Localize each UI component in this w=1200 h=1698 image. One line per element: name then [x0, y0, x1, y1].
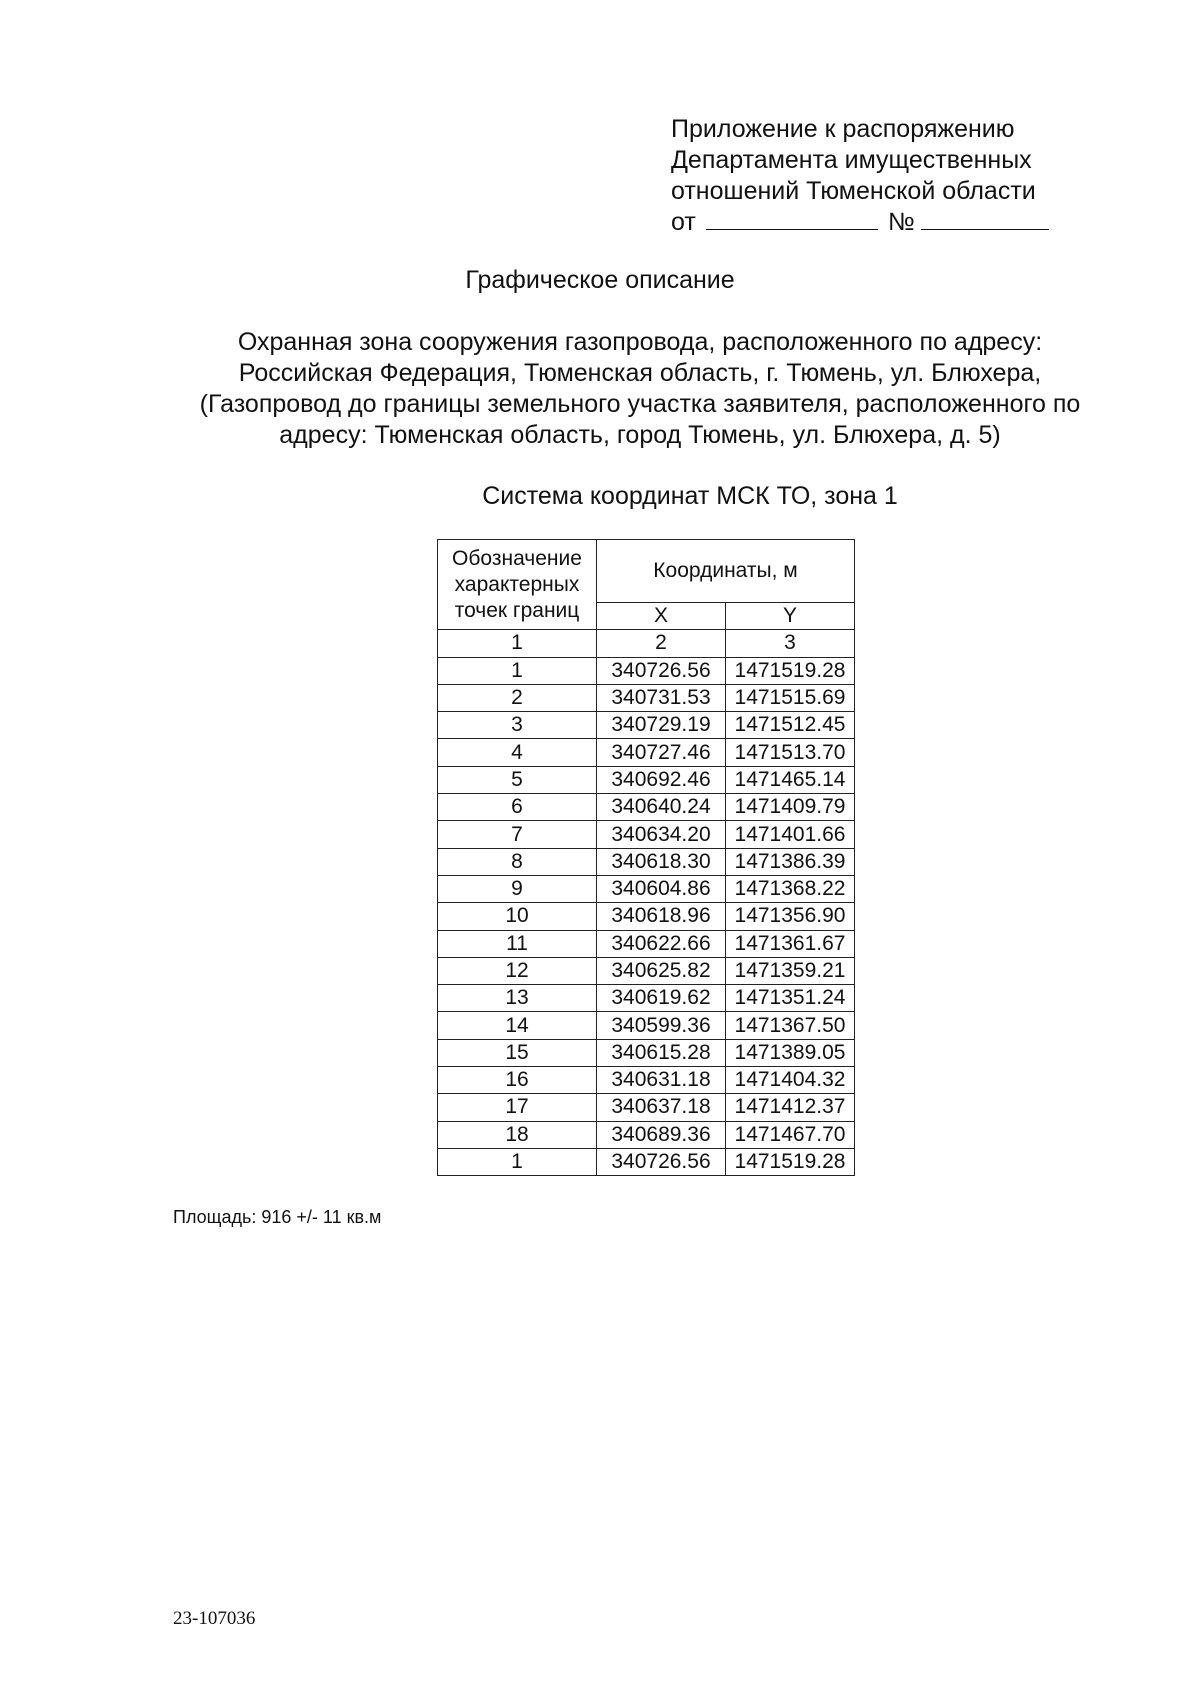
x-coordinate-cell: 340731.53 — [597, 684, 726, 711]
y-coordinate-cell: 1471512.45 — [726, 712, 855, 739]
point-number-cell: 12 — [438, 957, 597, 984]
point-number-cell: 2 — [438, 684, 597, 711]
description-line-3: (Газопровод до границы земельного участка заявителя, расположенного по — [199, 390, 1081, 418]
y-coordinate-cell: 1471409.79 — [726, 794, 855, 821]
y-coordinate-cell: 1471412.37 — [726, 1094, 855, 1121]
appendix-block — [671, 114, 1131, 238]
point-number-cell: 10 — [438, 903, 597, 930]
point-number-cell: 7 — [438, 821, 597, 848]
table-row — [438, 657, 855, 684]
x-coordinate-cell: 340689.36 — [597, 1121, 726, 1148]
x-coordinate-cell: 340625.82 — [597, 957, 726, 984]
y-coordinate-cell: 1471389.05 — [726, 1039, 855, 1066]
description-line-2: Российская Федерация, Тюменская область, г. Тюмень, ул. Блюхера, — [238, 359, 1042, 387]
y-coordinate-cell: 1471467.70 — [726, 1121, 855, 1148]
table-row — [438, 1148, 855, 1175]
table-row — [438, 903, 855, 930]
point-number-cell: 8 — [438, 848, 597, 875]
appendix-line-2: Департамента имущественных — [671, 146, 1032, 174]
y-coordinate-cell: 1471361.67 — [726, 930, 855, 957]
point-number-cell: 3 — [438, 712, 597, 739]
y-coordinate-cell: 1471519.28 — [726, 657, 855, 684]
appendix-date-number-line — [671, 207, 1131, 238]
y-coordinate-cell: 1471356.90 — [726, 903, 855, 930]
point-number-cell: 1 — [438, 657, 597, 684]
column-number-1: 1 — [438, 630, 597, 657]
y-coordinate-cell: 1471401.66 — [726, 821, 855, 848]
x-coordinate-cell: 340631.18 — [597, 1067, 726, 1094]
number-label: № — [887, 208, 915, 236]
date-blank-field — [706, 209, 878, 230]
point-number-cell: 18 — [438, 1121, 597, 1148]
description-line-1: Охранная зона сооружения газопровода, расположенного по адресу: — [237, 328, 1043, 356]
number-blank-field — [921, 209, 1049, 230]
point-number-cell: 14 — [438, 1012, 597, 1039]
table-row — [438, 875, 855, 902]
point-number-cell: 9 — [438, 875, 597, 902]
coordinates-table-body — [438, 657, 855, 1176]
y-coordinate-cell: 1471367.50 — [726, 1012, 855, 1039]
y-coordinate-cell: 1471351.24 — [726, 985, 855, 1012]
x-coordinate-cell: 340637.18 — [597, 1094, 726, 1121]
x-coordinate-cell: 340599.36 — [597, 1012, 726, 1039]
x-column-header: X — [597, 603, 726, 630]
x-coordinate-cell: 340634.20 — [597, 821, 726, 848]
table-row — [438, 985, 855, 1012]
document-number: 23-107036 — [173, 1608, 256, 1629]
y-coordinate-cell: 1471404.32 — [726, 1067, 855, 1094]
x-coordinate-cell: 340615.28 — [597, 1039, 726, 1066]
x-coordinate-cell: 340622.66 — [597, 930, 726, 957]
coordinates-table — [437, 539, 855, 1176]
x-coordinate-cell: 340729.19 — [597, 712, 726, 739]
point-number-cell: 13 — [438, 985, 597, 1012]
table-row — [438, 848, 855, 875]
point-number-cell: 17 — [438, 1094, 597, 1121]
table-row — [438, 1039, 855, 1066]
x-coordinate-cell: 340618.30 — [597, 848, 726, 875]
table-row — [438, 1094, 855, 1121]
point-number-cell: 15 — [438, 1039, 597, 1066]
coordinate-system-label: Система координат МСК ТО, зона 1 — [482, 482, 898, 510]
table-row — [438, 794, 855, 821]
date-label: от — [671, 208, 696, 236]
x-coordinate-cell: 340619.62 — [597, 985, 726, 1012]
point-number-cell: 5 — [438, 766, 597, 793]
description-line-4: адресу: Тюменская область, город Тюмень, ул. Блюхера, д. 5) — [279, 421, 1001, 449]
table-row — [438, 1121, 855, 1148]
column-number-2: 2 — [597, 630, 726, 657]
point-number-cell: 16 — [438, 1067, 597, 1094]
zone-description — [160, 327, 1120, 451]
document-title: Графическое описание — [465, 266, 735, 294]
point-number-cell: 1 — [438, 1148, 597, 1175]
y-coordinate-cell: 1471386.39 — [726, 848, 855, 875]
appendix-line-1: Приложение к распоряжению — [671, 115, 1015, 143]
x-coordinate-cell: 340727.46 — [597, 739, 726, 766]
y-column-header: Y — [726, 603, 855, 630]
table-row — [438, 1067, 855, 1094]
x-coordinate-cell: 340640.24 — [597, 794, 726, 821]
point-number-cell: 6 — [438, 794, 597, 821]
area-value: Площадь: 916 +/- 11 кв.м — [173, 1207, 382, 1227]
point-number-cell: 11 — [438, 930, 597, 957]
table-row — [438, 957, 855, 984]
y-coordinate-cell: 1471519.28 — [726, 1148, 855, 1175]
table-row — [438, 1012, 855, 1039]
y-coordinate-cell: 1471359.21 — [726, 957, 855, 984]
x-coordinate-cell: 340692.46 — [597, 766, 726, 793]
y-coordinate-cell: 1471368.22 — [726, 875, 855, 902]
x-coordinate-cell: 340726.56 — [597, 657, 726, 684]
point-number-cell: 4 — [438, 739, 597, 766]
coordinates-header: Координаты, м — [597, 540, 855, 603]
column-number-3: 3 — [726, 630, 855, 657]
x-coordinate-cell: 340618.96 — [597, 903, 726, 930]
table-row — [438, 712, 855, 739]
x-coordinate-cell: 340604.86 — [597, 875, 726, 902]
appendix-line-3: отношений Тюменской области — [671, 177, 1036, 205]
point-designation-header: Обозначение характерных точек границ — [438, 540, 597, 630]
y-coordinate-cell: 1471465.14 — [726, 766, 855, 793]
table-row — [438, 930, 855, 957]
y-coordinate-cell: 1471513.70 — [726, 739, 855, 766]
table-row — [438, 684, 855, 711]
table-row — [438, 766, 855, 793]
y-coordinate-cell: 1471515.69 — [726, 684, 855, 711]
table-row — [438, 821, 855, 848]
x-coordinate-cell: 340726.56 — [597, 1148, 726, 1175]
table-row — [438, 739, 855, 766]
